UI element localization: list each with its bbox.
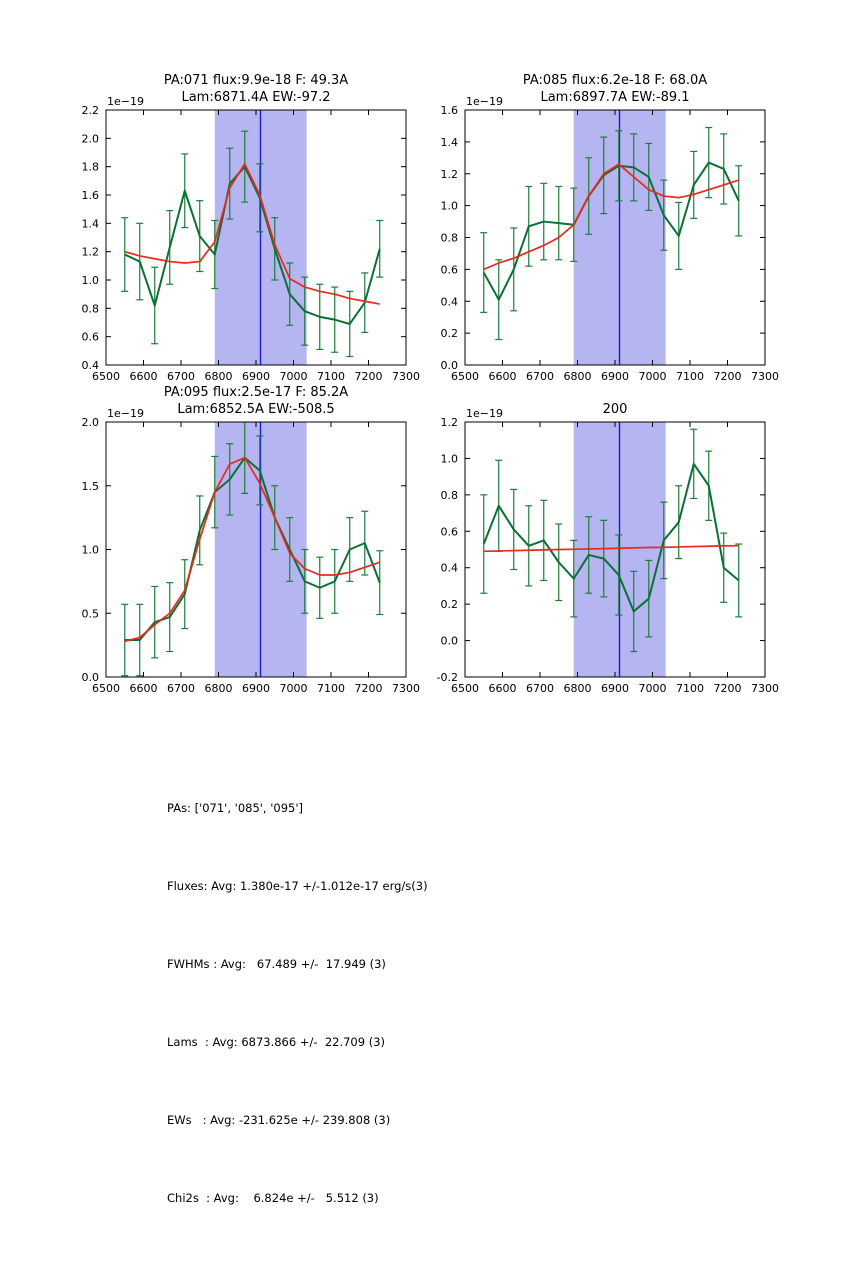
title-line-1: 200 <box>602 402 628 417</box>
svg-text:-0.2: -0.2 <box>436 671 458 684</box>
subplot-pa095-spectrum <box>81 416 420 695</box>
svg-text:2.0: 2.0 <box>81 416 99 429</box>
svg-text:1.2: 1.2 <box>440 416 458 429</box>
svg-text:7300: 7300 <box>751 682 779 695</box>
svg-text:2.2: 2.2 <box>81 104 99 117</box>
title-line-1: PA:095 flux:2.5e-17 F: 85.2A <box>163 385 349 400</box>
y-axis-offset-label: 1e−19 <box>107 95 144 108</box>
svg-text:7200: 7200 <box>713 682 742 695</box>
subplot-title-pa071 <box>164 72 348 106</box>
summary-ews: EWs : Avg: -231.625e +/- 239.808 (3) <box>167 1113 391 1127</box>
svg-text:7300: 7300 <box>392 682 420 695</box>
svg-text:0.0: 0.0 <box>81 671 99 684</box>
y-axis-offset-label: 1e−19 <box>466 407 503 420</box>
svg-text:0.8: 0.8 <box>440 488 458 502</box>
svg-text:0.4: 0.4 <box>440 561 458 575</box>
svg-text:7000: 7000 <box>279 682 308 695</box>
svg-text:6700: 6700 <box>526 682 554 695</box>
svg-text:1.6: 1.6 <box>81 189 99 202</box>
svg-text:0.8: 0.8 <box>440 231 458 245</box>
svg-text:6600: 6600 <box>129 370 158 383</box>
svg-text:7100: 7100 <box>317 370 345 383</box>
svg-text:1.4: 1.4 <box>81 217 99 231</box>
svg-text:6900: 6900 <box>242 682 270 695</box>
svg-text:6600: 6600 <box>488 682 517 695</box>
y-axis-offset-label: 1e−19 <box>466 95 503 108</box>
summary-chi2s: Chi2s : Avg: 6.824e +/- 5.512 (3) <box>167 1191 379 1205</box>
subplot-combined-spectrum <box>436 416 779 695</box>
svg-text:1.0: 1.0 <box>440 452 458 466</box>
title-line-2: Lam:6871.4A EW:-97.2 <box>181 90 331 105</box>
svg-text:0.6: 0.6 <box>440 263 458 277</box>
svg-text:1.2: 1.2 <box>81 245 99 259</box>
title-line-1: PA:071 flux:9.9e-18 F: 49.3A <box>163 73 349 88</box>
svg-text:6900: 6900 <box>242 370 270 383</box>
svg-text:0.2: 0.2 <box>440 598 458 612</box>
svg-text:7300: 7300 <box>392 370 420 383</box>
svg-text:0.4: 0.4 <box>81 359 99 372</box>
summary-fluxes: Fluxes: Avg: 1.380e-17 +/-1.012e-17 erg/s(3) <box>167 879 428 893</box>
svg-text:7000: 7000 <box>279 370 308 383</box>
svg-text:1.0: 1.0 <box>81 274 99 287</box>
svg-text:7100: 7100 <box>676 682 704 695</box>
svg-text:6800: 6800 <box>563 370 592 383</box>
title-line-2: Lam:6897.7A EW:-89.1 <box>540 90 690 105</box>
svg-text:7000: 7000 <box>638 370 667 383</box>
svg-text:0.0: 0.0 <box>440 634 458 648</box>
svg-text:7300: 7300 <box>751 370 779 383</box>
summary-pas: PAs: ['071', '085', '095'] <box>167 801 304 815</box>
svg-text:7200: 7200 <box>713 370 742 383</box>
title-line-1: PA:085 flux:6.2e-18 F: 68.0A <box>522 73 708 88</box>
svg-text:7200: 7200 <box>354 370 383 383</box>
svg-text:7200: 7200 <box>354 682 383 695</box>
subplot-title-pa085 <box>523 72 707 106</box>
svg-text:1.2: 1.2 <box>440 167 458 181</box>
subplot-pa071-spectrum <box>81 104 420 383</box>
subplot-title-pa095 <box>164 384 348 418</box>
svg-text:0.6: 0.6 <box>440 525 458 539</box>
svg-text:0.5: 0.5 <box>81 607 99 621</box>
svg-text:6700: 6700 <box>167 370 195 383</box>
svg-text:6500: 6500 <box>92 370 120 383</box>
svg-text:6900: 6900 <box>601 370 629 383</box>
svg-text:2.0: 2.0 <box>81 132 99 146</box>
svg-text:1.8: 1.8 <box>81 160 99 174</box>
svg-text:1.0: 1.0 <box>440 199 458 213</box>
summary-text-block <box>167 743 428 1263</box>
svg-text:0.6: 0.6 <box>81 330 99 344</box>
svg-text:6700: 6700 <box>167 682 195 695</box>
summary-fwhms: FWHMs : Avg: 67.489 +/- 17.949 (3) <box>167 957 386 971</box>
y-axis-offset-label: 1e−19 <box>107 407 144 420</box>
svg-text:7100: 7100 <box>676 370 704 383</box>
svg-text:7000: 7000 <box>638 682 667 695</box>
svg-text:0.8: 0.8 <box>81 302 99 316</box>
svg-text:6800: 6800 <box>204 682 233 695</box>
title-line-2: Lam:6852.5A EW:-508.5 <box>177 402 335 417</box>
svg-text:1.6: 1.6 <box>440 104 458 117</box>
svg-text:6800: 6800 <box>204 370 233 383</box>
svg-text:0.4: 0.4 <box>440 295 458 309</box>
svg-text:6600: 6600 <box>488 370 517 383</box>
svg-text:6800: 6800 <box>563 682 592 695</box>
summary-lams: Lams : Avg: 6873.866 +/- 22.709 (3) <box>167 1035 386 1049</box>
svg-text:6500: 6500 <box>92 682 120 695</box>
svg-text:6600: 6600 <box>129 682 158 695</box>
subplot-title-combined <box>603 401 628 418</box>
svg-text:1.5: 1.5 <box>81 479 99 493</box>
svg-text:1.4: 1.4 <box>440 135 458 149</box>
svg-text:6700: 6700 <box>526 370 554 383</box>
svg-text:6500: 6500 <box>451 682 479 695</box>
svg-text:0.0: 0.0 <box>440 359 458 372</box>
svg-text:0.2: 0.2 <box>440 327 458 341</box>
svg-text:6500: 6500 <box>451 370 479 383</box>
svg-text:6900: 6900 <box>601 682 629 695</box>
subplot-pa085-spectrum <box>440 104 779 383</box>
svg-text:7100: 7100 <box>317 682 345 695</box>
svg-text:1.0: 1.0 <box>81 543 99 557</box>
